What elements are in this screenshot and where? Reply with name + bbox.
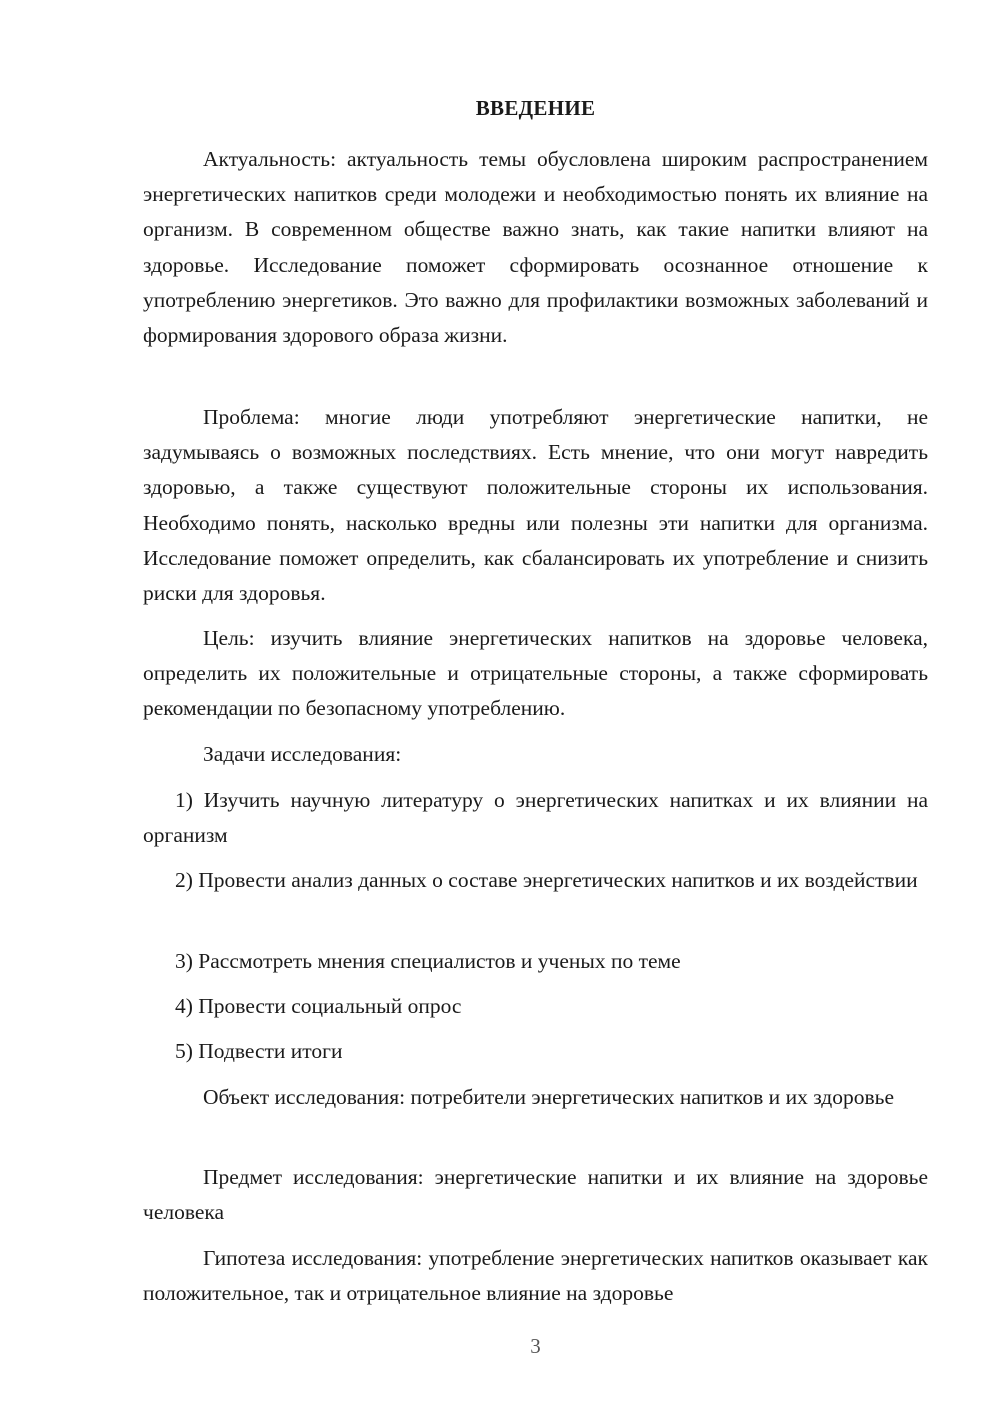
page-number: 3	[530, 1334, 541, 1358]
relevance-paragraph: Актуальность: актуальность темы обусловлена широким распространением энергетических напитков среди молодежи и необходимостью понять их влияние на организм. В современном обществе важно знать, как такие напитки влияют на здоровье. Исследование поможет сформировать осознанное отношение к употреблению энергетиков. Это важно для профилактики возможных заболеваний и формирования здорового образа жизни.	[143, 147, 928, 348]
problem-paragraph: Проблема: многие люди употребляют энергетические напитки, не задумываясь о возможных последствиях. Есть мнение, что они могут навредить здоровью, а также существуют положительные стороны их использования. Необходимо понять, насколько вредны или полезны эти напитки для организма. Исследование поможет определить, как сбалансировать их употребление и снизить риски для здоровья.	[143, 405, 928, 606]
page-title: ВВЕДЕНИЕ	[475, 96, 596, 120]
task-item-2: 2) Провести анализ данных о составе энергетических напитков и их воздействии	[175, 868, 918, 892]
task-item-1: 1) Изучить научную литературу о энергетических напитках и их влиянии на организм	[143, 788, 928, 848]
task-item-5: 5) Подвести итоги	[175, 1039, 343, 1063]
subject-paragraph: Предмет исследования: энергетические напитки и их влияние на здоровье человека	[143, 1165, 928, 1225]
hypothesis-paragraph: Гипотеза исследования: употребление энергетических напитков оказывает как положительное, так и отрицательное влияние на здоровье	[143, 1246, 928, 1306]
tasks-heading: Задачи исследования:	[203, 742, 402, 766]
task-item-3: 3) Рассмотреть мнения специалистов и ученых по теме	[175, 949, 681, 973]
task-item-4: 4) Провести социальный опрос	[175, 994, 462, 1018]
goal-paragraph: Цель: изучить влияние энергетических напитков на здоровье человека, определить их положительные и отрицательные стороны, а также сформировать рекомендации по безопасному употреблению.	[143, 626, 928, 721]
object-paragraph: Объект исследования: потребители энергетических напитков и их здоровье	[203, 1085, 894, 1109]
